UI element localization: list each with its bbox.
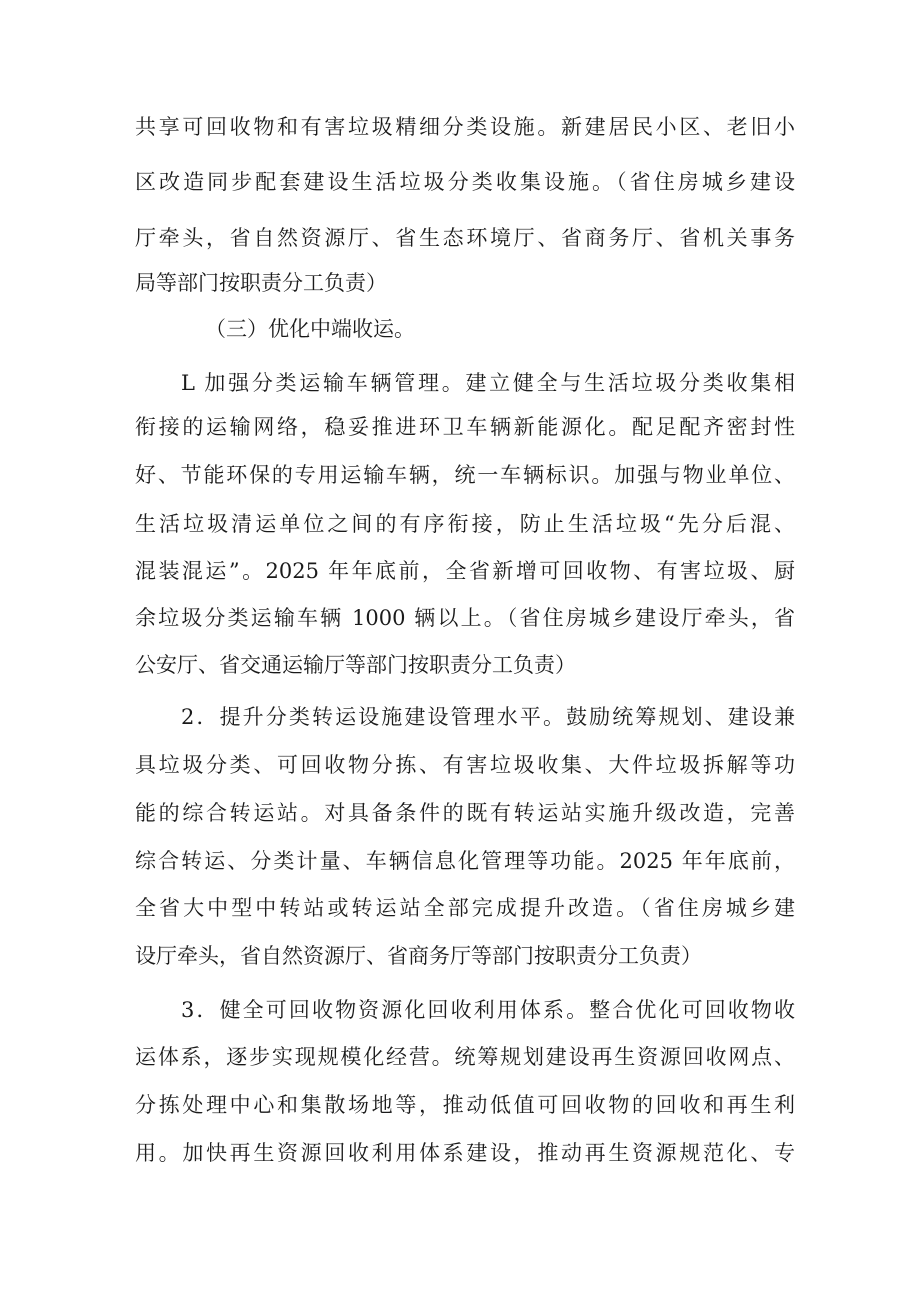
paragraph-line: 公安厅、省交通运输厅等部门按职责分工负责） [135, 653, 576, 677]
paragraph-line: 分拣处理中心和集散场地等，推动低值可回收物的回收和再生利 [135, 1093, 795, 1117]
paragraph-line: 余垃圾分类运输车辆 1000 辆以上。（省住房城乡建设厅牵头，省 [135, 606, 795, 630]
paragraph-line: 2．提升分类转运设施建设管理水平。鼓励统筹规划、建设兼 [181, 705, 795, 729]
paragraph-line: 好、节能环保的专用运输车辆，统一车辆标识。加强与物业单位、 [135, 463, 795, 487]
paragraph-line: L 加强分类运输车辆管理。建立健全与生活垃圾分类收集相 [181, 371, 795, 395]
paragraph-line: 全省大中型中转站或转运站全部完成提升改造。（省住房城乡建 [135, 896, 795, 920]
paragraph-line: 能的综合转运站。对具备条件的既有转运站实施升级改造，完善 [135, 801, 795, 825]
paragraph-line: 局等部门按职责分工负责） [135, 271, 387, 295]
paragraph-line: 运体系，逐步实现规模化经营。统筹规划建设再生资源回收网点、 [135, 1045, 795, 1069]
paragraph-line: 生活垃圾清运单位之间的有序衔接，防止生活垃圾“先分后混、 [135, 512, 795, 536]
paragraph-line: 用。加快再生资源回收利用体系建设，推动再生资源规范化、专 [135, 1141, 795, 1165]
section-heading: （三）优化中端收运。 [205, 317, 415, 341]
paragraph-line: 3．健全可回收物资源化回收利用体系。整合优化可回收物收 [181, 998, 795, 1022]
paragraph-line: 具垃圾分类、可回收物分拣、有害垃圾收集、大件垃圾拆解等功 [135, 753, 795, 777]
paragraph-line: 设厅牵头，省自然资源厅、省商务厅等部门按职责分工负责） [135, 944, 702, 968]
paragraph-line: 综合转运、分类计量、车辆信息化管理等功能。2025 年年底前， [135, 849, 795, 873]
paragraph-line: 区改造同步配套建设生活垃圾分类收集设施。（省住房城乡建设 [135, 170, 795, 194]
paragraph-line: 混装混运”。2025 年年底前，全省新增可回收物、有害垃圾、厨 [135, 559, 795, 583]
paragraph-line: 共享可回收物和有害垃圾精细分类设施。新建居民小区、老旧小 [135, 115, 795, 139]
paragraph-line: 厅牵头，省自然资源厅、省生态环境厅、省商务厅、省机关事务 [135, 226, 795, 250]
paragraph-line: 衔接的运输网络，稳妥推进环卫车辆新能源化。配足配齐密封性 [135, 415, 795, 439]
